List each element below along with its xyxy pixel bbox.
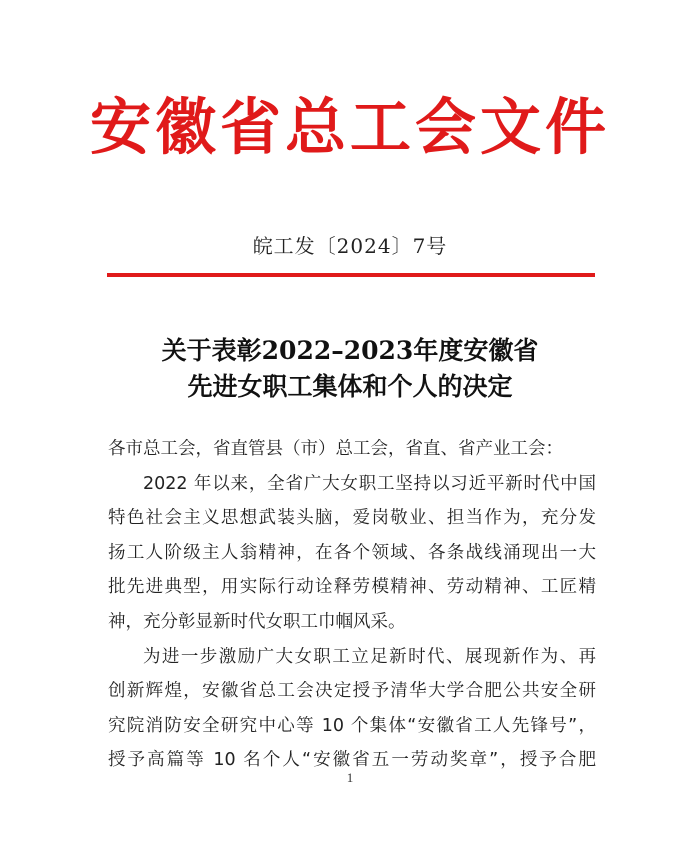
paragraph-1-line-3: 扬工人阶级主人翁精神，在各个领域、各条战线涌现出一大 <box>108 542 596 563</box>
paragraph-2-line-4: 授予高篇等 10 名个人“安徽省五一劳动奖章”，授予合肥 <box>108 750 596 771</box>
addressee: 各市总工会，省直管县（市）总工会，省直、省产业工会： <box>108 439 563 459</box>
page-number: 1 <box>346 770 354 785</box>
red-divider-line <box>107 273 595 277</box>
paragraph-1-line-5: 神，充分彰显新时代女职工巾帼风采。 <box>108 611 406 632</box>
paragraph-1-line-2: 特色社会主义思想武装头脑，爱岗敬业、担当作为，充分发 <box>108 508 596 529</box>
document-number: 皖工发〔2024〕7号 <box>252 234 448 258</box>
document-title <box>0 333 700 405</box>
paragraph-1-line-1: 2022 年以来，全省广大女职工坚持以习近平新时代中国 <box>143 473 596 494</box>
paragraph-1-line-4: 批先进典型，用实际行动诠释劳模精神、劳动精神、工匠精 <box>108 577 596 598</box>
paragraph-2-line-3: 究院消防安全研究中心等 10 个集体“安徽省工人先锋号”， <box>108 715 596 736</box>
title-line-1: 关于表彰2022–2023年度安徽省 <box>161 336 539 365</box>
title-line-2: 先进女职工集体和个人的决定 <box>187 372 513 401</box>
paragraph-2-line-2: 创新辉煌，安徽省总工会决定授予清华大学合肥公共安全研 <box>108 681 596 702</box>
masthead-title: 安徽省总工会文件 <box>89 92 610 163</box>
paragraph-2-line-1: 为进一步激励广大女职工立足新时代、展现新作为、再 <box>143 646 596 667</box>
document-body <box>108 432 596 778</box>
